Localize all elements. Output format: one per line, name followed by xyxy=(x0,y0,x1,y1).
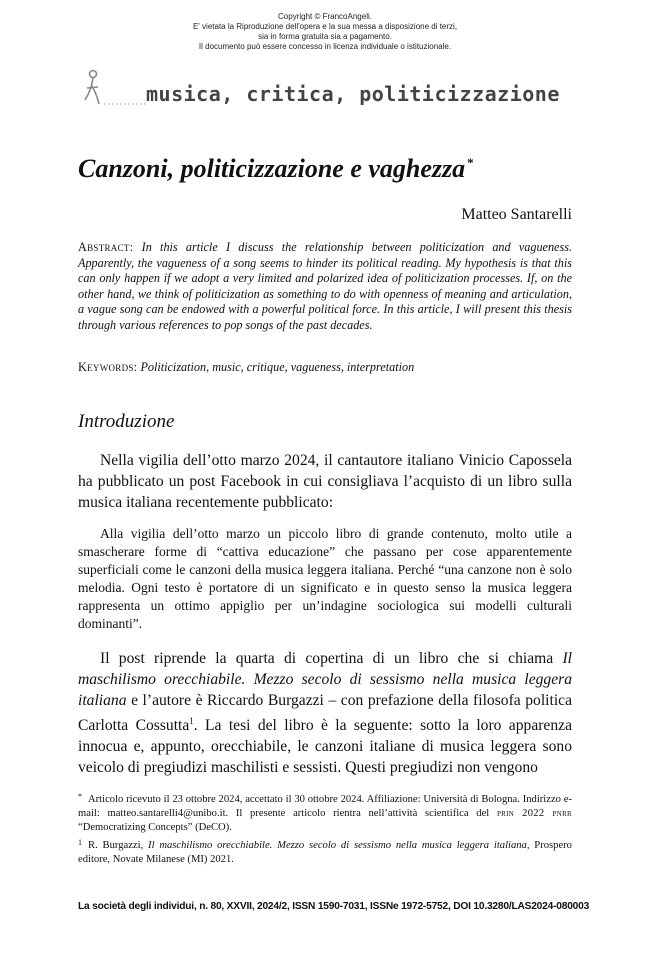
section-heading: Introduzione xyxy=(78,411,175,432)
copyright-line: Il documento può essere concesso in licenza individuale o istituzionale. xyxy=(198,42,452,51)
footnote xyxy=(78,790,572,835)
body-paragraph xyxy=(78,648,572,778)
article-title-text: Canzoni, politicizzazione e vaghezza xyxy=(78,154,466,183)
footnote-smallcaps: prin 2022 pnrr xyxy=(496,808,573,819)
footnote xyxy=(78,836,572,867)
copyright-line: Copyright © FrancoAngeli. xyxy=(278,12,372,21)
copyright-notice xyxy=(0,12,650,52)
figure-icon xyxy=(85,71,99,105)
title-footnote-mark: * xyxy=(467,155,474,171)
paragraph-text: . La tesi del libro è la seguente: sotto la loro apparenza innocua e, appunto, orecchiabile, le canzoni italiane di musica leggera sono veicolo di pregiudizi maschilisti e sessisti. Questi pregiudizi non vengono xyxy=(78,717,572,776)
footnote-text: Articolo ricevuto il 23 ottobre 2024, accettato il 30 ottobre 2024. Affiliazione: Università di Bologna. Indirizzo e-mail: matteo.santarelli4@unibo.it. Il presente articolo rientra nell’attività scientifica del xyxy=(78,794,572,819)
footnote-ref: 1 xyxy=(189,716,194,726)
footnote-text: “Democratizing Concepts” (DeCO). xyxy=(78,822,232,833)
keywords xyxy=(78,360,572,375)
copyright-line: E' vietata la Riproduzione dell'opera e la sua messa a disposizione di terzi, xyxy=(192,22,458,31)
copyright-line: sia in forma gratuita sia a pagamento. xyxy=(258,32,392,41)
journal-footer: La società degli individui, n. 80, XXVII, 2024/2, ISSN 1590-7031, ISSNe 1972-5752, DOI 10.3280/LAS2024-080003 xyxy=(78,901,590,912)
article-title xyxy=(78,154,474,184)
paragraph-text: e l’autore è Riccardo Burgazzi – con prefazione della filosofa politica Carlotta Cossutta xyxy=(78,692,572,734)
abstract xyxy=(78,240,572,333)
section-title: musica, critica, politicizzazione xyxy=(146,82,560,106)
keywords-label: Keywords: xyxy=(78,360,138,374)
paragraph-text: Il post riprende la quarta di copertina di un libro che si chiama xyxy=(100,650,563,667)
body-paragraph: Nella vigilia dell’otto marzo 2024, il cantautore italiano Vinicio Capossela ha pubblicato un post Facebook in cui consigliava l’acquisto di un libro sulla musica italiana recentemente pubblicato: xyxy=(78,452,572,511)
keywords-text: Politicization, music, critique, vagueness, interpretation xyxy=(140,360,415,374)
footnotes xyxy=(78,790,572,868)
author-name: Matteo Santarelli xyxy=(461,206,572,223)
footnote-mark: * xyxy=(78,792,82,801)
book-title: Il maschilismo orecchiabile. Mezzo secolo di sessismo nella musica leggera italiana xyxy=(78,650,572,709)
section-header xyxy=(80,66,580,116)
footnote-text: R. Burgazzi, xyxy=(88,840,149,851)
footnote-mark: 1 xyxy=(78,838,82,847)
footnote-text: , Prospero editore, Novate Milanese (MI) 2021. xyxy=(78,840,572,865)
abstract-text: In this article I discuss the relationship between politicization and vagueness. Apparently, the vagueness of a song seems to hinder its political reading. My hypothesis is that this can only happen if we adopt a very limited and polarized idea of politicization processes. If, on the other hand, we think of politicization as something to do with openness of meaning and articulation, a vague song can be endowed with a powerful political force. In this article, I will present this thesis through various references to pop songs of the past decades. xyxy=(78,240,572,332)
block-quote: Alla vigilia dell’otto marzo un piccolo libro di grande contenuto, molto utile a smascherare forme di “cattiva educazione” che passano per cose apparentemente superficiali come le canzoni della musica leggera italiana. Perché “una canzone non è solo melodia. Ogni testo è portatore di un significato e in questo senso la musica leggera rappresenta un ottimo appiglio per un’indagine sociologica sui modelli culturali dominanti”. xyxy=(78,526,572,631)
abstract-label: Abstract: xyxy=(78,240,134,254)
footnote-book-title: Il maschilismo orecchiabile. Mezzo secolo di sessismo nella musica leggera italiana xyxy=(148,840,527,851)
